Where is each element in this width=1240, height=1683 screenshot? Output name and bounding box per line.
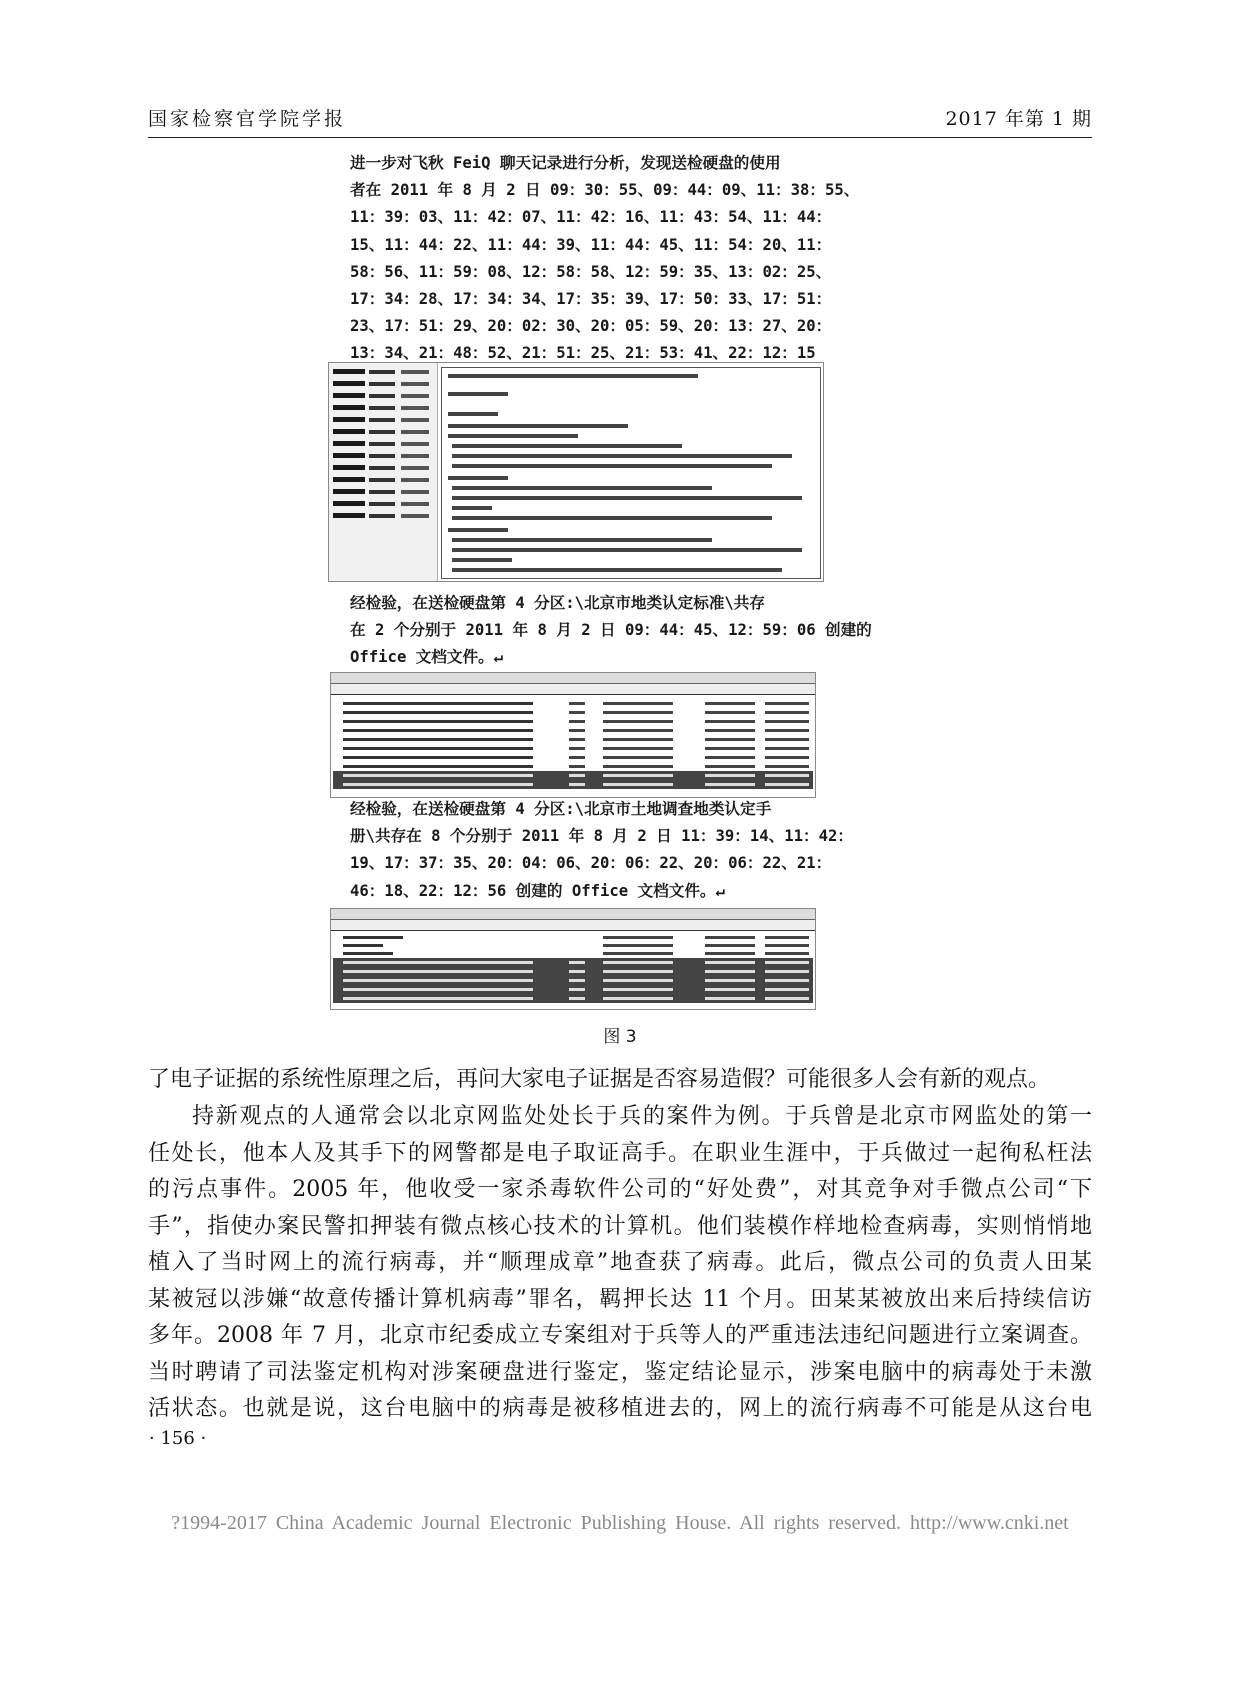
text-line: 任处长，他本人及其手下的网警都是电子取证高手。在职业生涯中，于兵做过一起徇私枉法	[148, 1140, 1092, 1166]
chat-messages-panel	[441, 367, 821, 579]
text-line: 17：34：28、17：34：34、17：35：39、17：50：33、17：51：	[350, 290, 832, 309]
text-line: 活状态。也就是说，这台电脑中的病毒是被移植进去的，网上的流行病毒不可能是从这台电	[148, 1396, 1092, 1421]
text-line: Office 文档文件。↵	[350, 648, 504, 667]
text-line: 手”，指使办案民警扣押装有微点核心技术的计算机。他们装模作样地检查病毒，实则悄悄地	[148, 1213, 1092, 1239]
figure-paragraph-2	[350, 590, 880, 672]
body-paragraph-1	[148, 1062, 1092, 1099]
text-line: 植入了当时网上的流行病毒，并“顺理成章”地查获了病毒。此后，微点公司的负责人田某	[148, 1250, 1092, 1275]
chat-log-screenshot	[328, 362, 824, 582]
text-line: 11：39：03、11：42：07、11：42：16、11：43：54、11：44：	[350, 208, 832, 227]
figure-caption: 图 3	[603, 1027, 637, 1047]
text-line: 19、17：37：35、20：04：06、20：06：22、20：06：22、21：	[350, 854, 832, 873]
text-line: 经检验，在送检硬盘第 4 分区:\北京市地类认定标准\共存	[350, 594, 765, 612]
header-rule	[148, 137, 1092, 138]
copyright-footer: ?1994-2017 China Academic Journal Electronic Publishing House. All rights reserved. http://www.cnki.net	[171, 1512, 1069, 1534]
figure-paragraph-3	[350, 796, 880, 905]
text-line: 经检验，在送检硬盘第 4 分区:\北京市土地调查地类认定手	[350, 800, 772, 818]
issue-label: 2017 年第 1 期	[945, 108, 1092, 130]
figure-paragraph-1	[350, 150, 880, 395]
text-line: 13：34、21：48：52、21：51：25、21：53：41、22：12：15	[350, 344, 816, 363]
text-line: 46：18、22：12：56 创建的 Office 文档文件。↵	[350, 881, 725, 900]
journal-title: 国家检察官学院学报	[148, 108, 347, 130]
text-line: 者在 2011 年 8 月 2 日 09：30：55、09：44：09、11：38：55、	[350, 181, 860, 200]
text-line: 了电子证据的系统性原理之后，再问大家电子证据是否容易造假？可能很多人会有新的观点。	[148, 1067, 1051, 1092]
text-line: 持新观点的人通常会以北京网监处处长于兵的案件为例。于兵曾是北京市网监处的第一	[192, 1104, 1092, 1129]
page-number: · 156 ·	[149, 1428, 207, 1449]
chat-info-panel	[329, 363, 438, 581]
text-line: 23、17：51：29、20：02：30、20：05：59、20：13：27、20：	[350, 317, 832, 336]
text-line: 某被冠以涉嫌“故意传播计算机病毒”罪名，羁押长达 11 个月。田某某被放出来后持续信访	[148, 1286, 1092, 1312]
text-line: 当时聘请了司法鉴定机构对涉案硬盘进行鉴定，鉴定结论显示，涉案电脑中的病毒处于未激	[148, 1359, 1092, 1385]
file-list-screenshot-2	[330, 908, 816, 1010]
body-paragraph-2	[148, 1099, 1092, 1428]
text-line: 的污点事件。2005 年，他收受一家杀毒软件公司的“好处费”，对其竞争对手微点公司“下	[148, 1177, 1092, 1202]
text-line: 58：56、11：59：08、12：58：58、12：59：35、13：02：25、	[350, 262, 832, 281]
text-line: 进一步对飞秋 FeiQ 聊天记录进行分析，发现送检硬盘的使用	[350, 154, 781, 172]
text-line: 在 2 个分别于 2011 年 8 月 2 日 09：44：45、12：59：06 创建的	[350, 621, 872, 640]
text-line: 15、11：44：22、11：44：39、11：44：45、11：54：20、11：	[350, 235, 832, 254]
file-list-screenshot-1	[330, 672, 816, 798]
text-line: 多年。2008 年 7 月，北京市纪委成立专案组对于兵等人的严重违法违纪问题进行立案调查。	[148, 1323, 1092, 1348]
text-line: 册\共存在 8 个分别于 2011 年 8 月 2 日 11：39：14、11：42：	[350, 827, 853, 846]
